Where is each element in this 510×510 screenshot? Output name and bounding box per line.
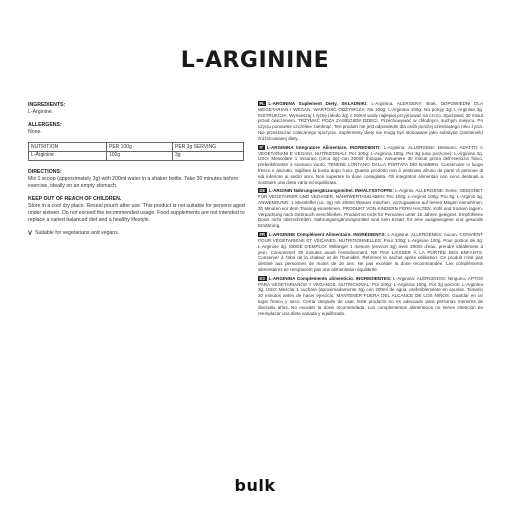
translation-pl [258, 101, 483, 142]
nutrition-cell: 3g [173, 151, 244, 160]
brand-logo: bulk [234, 476, 276, 495]
translation-body: L-Arginina. ALERGENY: Brak. ODPOWIEDNI DLA WEGETARIAN I WEGAN. WARTOŚĆ ODŻYWCZA: Na 100g: L-Arginina 100g. Na porcję 3g: L-Arginina 3g. INSTRUKCJA: Wymieszaj 1 łyżkę (około 3g) z 200ml wody najlepiej przyjmować na czczo. Spożywać 30 minut przed ćwiczeniem. TRZYMAĆ POZA ZASIĘGIEM DZIECI. Przechowywać w chłodnym, suchym miejscu. Po użyciu ponownie szczelnie zamknąć. Ten produkt nie jest odpowiedni dla osób poniżej szesnastego roku życia. Nie przekraczać zalecanego spożycia. Suplementy diety nie mogą być stosowane jako substytut (zamiennik) zróżnicowanej diety. [258, 101, 483, 141]
product-title: L-ARGININE [180, 48, 330, 73]
ingredients-heading: INGREDIENTS: [28, 102, 66, 108]
translation-body: L-Arginina. ALÉRGENOS: Ninguno. APTOS PARA VEGETARIANOS Y VEGANOS. NUTRICIONAL: Por 100g: L-Arginina 100g. Por 3g porción: L-Arginina 3g. USO: Mezclar 1 cuchara (aproximadamente 3g) con 200ml de agua, preferiblemente en ayunas. Tomarlo 30 minutos antes de hacer ejercicio. MANTENER FUERA DEL ALCANCE DE LOS NIÑOS. Guardar en un lugar fresco y seco. Cerrar después de usar. Este producto no es adecuado para personas menores de dieciséis años. No exceder la dosis recomendada. Los complementos alimenticios no tienen intención de reemplazar una dieta variada y equilibrada. [258, 275, 484, 316]
translation-es [258, 276, 483, 317]
label-info-column [28, 102, 248, 238]
translation-heading: L-ARGININA Integratore Alimentare. INGREDIENTI: [266, 144, 381, 150]
translation-it [258, 145, 483, 186]
nutrition-header-cell: NUTRITION [29, 143, 107, 152]
allergens-heading: ALLERGENS: [28, 122, 62, 129]
translation-body: L-Arginina. ALLERGENI: Nessuno. ADATTO A VEGETARIANI E VEGANI. NUTRIZIONALI: Per 100g: L-Arginina 100g. Per 3g (una porzione): L-Arginina 3g. USO: Mescolare 1 misurino (circa 3g) con 200ml d'acqua. Assumere 30 minuti prima dell'esercizio fisico, preferibilmente a stomaco vuoto. TENERE LONTANO DALLA PORTATA DEI BAMBINI. Conservare in luogo fresco e asciutto. Sigillare la busta dopo l'uso. Questo prodotto non è destinato all'uso da parte di persone di età inferiore ai sedici anni. Non superare la dose consigliata. Gli integratori alimentari non sono destinati a sostituire una dieta varia ed equilibrata. [258, 144, 483, 185]
flag-de: DE [259, 188, 266, 194]
nutrition-header-row [29, 143, 244, 152]
nutrition-header-cell: PER 3g SERVING [173, 143, 244, 152]
ingredients-text: L-Arginine. [28, 109, 54, 116]
translation-heading: L-ARGININ Nahrungsergänzungsmittel. INHALTSSTOFFE: [268, 188, 394, 194]
translation-fr [258, 232, 483, 273]
warning-text: Store in a cool dry place. Reseal pouch after use. This product is not suitable for persons aged under sixteen. Do not exceed the recommended usage. Food supplements are not intended to replace a varied balanced diet and a healthy lifestyle. [28, 202, 245, 223]
nutrition-row [29, 151, 244, 160]
flag-es: ES [259, 275, 266, 281]
translation-heading: L-ARGININE Complément Alimentaire. INGRÉDIENTS: [268, 232, 386, 238]
allergens-text: None. [28, 129, 42, 136]
translations-column [258, 101, 483, 319]
flag-it: IT [259, 144, 264, 150]
flag-fr: FR [259, 232, 266, 238]
translation-body: L-Arginine. ALLERGÈNES: Aucun. CONVIENT POUR VÉGÉTARIENS ET VÉGANES. NUTRITIONNELLES: Pour 100g: L-Arginine 100g. Pour portion de 3g: L-Arginine 3g. MODE D'EMPLOI: Mélanger 1 mesure (environ 3g) avec 200ml d'eau, prendre idéalement à jeun. Consommer 30 minutes avant l'entraînement. NE PAS LAISSER À LA PORTÉE DES ENFANTS. Conserver à l'abri de la chaleur et de l'humidité. Refermer le sachet après utilisation. Ce produit n'est pas destiné aux personnes de moins de 16 ans. Ne pas excéder la dose recommandée. Les compléments alimentaires ne remplacent pas une alimentation équilibrée. [258, 232, 484, 272]
directions-heading: DIRECTIONS: [28, 168, 62, 175]
vegan-note [28, 230, 248, 238]
ingredients-section [28, 102, 248, 116]
nutrition-cell: 100g [107, 151, 173, 160]
flag-pl: PL [259, 101, 265, 106]
translation-body: L-Arginin. ALLERGENE: Keine. GEEIGNET FÜR VEGETARIER UND VEGANER. NÄHRWERTANGABEN: Pro 100g: L-Arginin 100g. Pro 3g: L-Arginin 3g. ANWENDUNG: 1 Messlöffel (ca. 3g) mit 200ml Wasser mischen, vorzugsweise auf leeren Magen einnehmen. 30 Minuten vor dem Training einnehmen. PRODUKT VON KINDERN FERN HALTEN. Kühl und trocken lagern. Verpackung nach Gebrauch verschließen. Produkt ist nicht für Personen unter 16 Jahren geeignet. Empfohlene Dosis nicht überschreiten. Nahrungsergänzungsmittel sind kein Ersatz für eine ausgewogene und gesunde Ernährung. [258, 188, 483, 229]
nutrition-cell: L-Arginine [29, 151, 107, 160]
nutrition-header-cell: PER 100g [107, 143, 173, 152]
allergens-section [28, 122, 248, 136]
vegan-text: Suitable for vegetarians and vegans. [35, 230, 120, 237]
directions-section [28, 169, 248, 190]
translation-de [258, 188, 483, 229]
warning-heading: KEEP OUT OF REACH OF CHILDREN. [28, 195, 122, 202]
directions-text: Mix 1 scoop (approximately 3g) with 200ml water in a shaker bottle. Take 30 minutes before exercise, ideally on an empty stomach. [28, 175, 239, 189]
translation-heading: L-ARGININA Complemento alimenticio. INGREDIENTES: [268, 275, 392, 281]
translation-heading: L-ARGININA Suplement Diety. SKŁADNIKI: [268, 101, 368, 106]
nutrition-table [28, 142, 244, 161]
warning-section [28, 196, 248, 224]
vegan-icon: V [28, 230, 33, 237]
